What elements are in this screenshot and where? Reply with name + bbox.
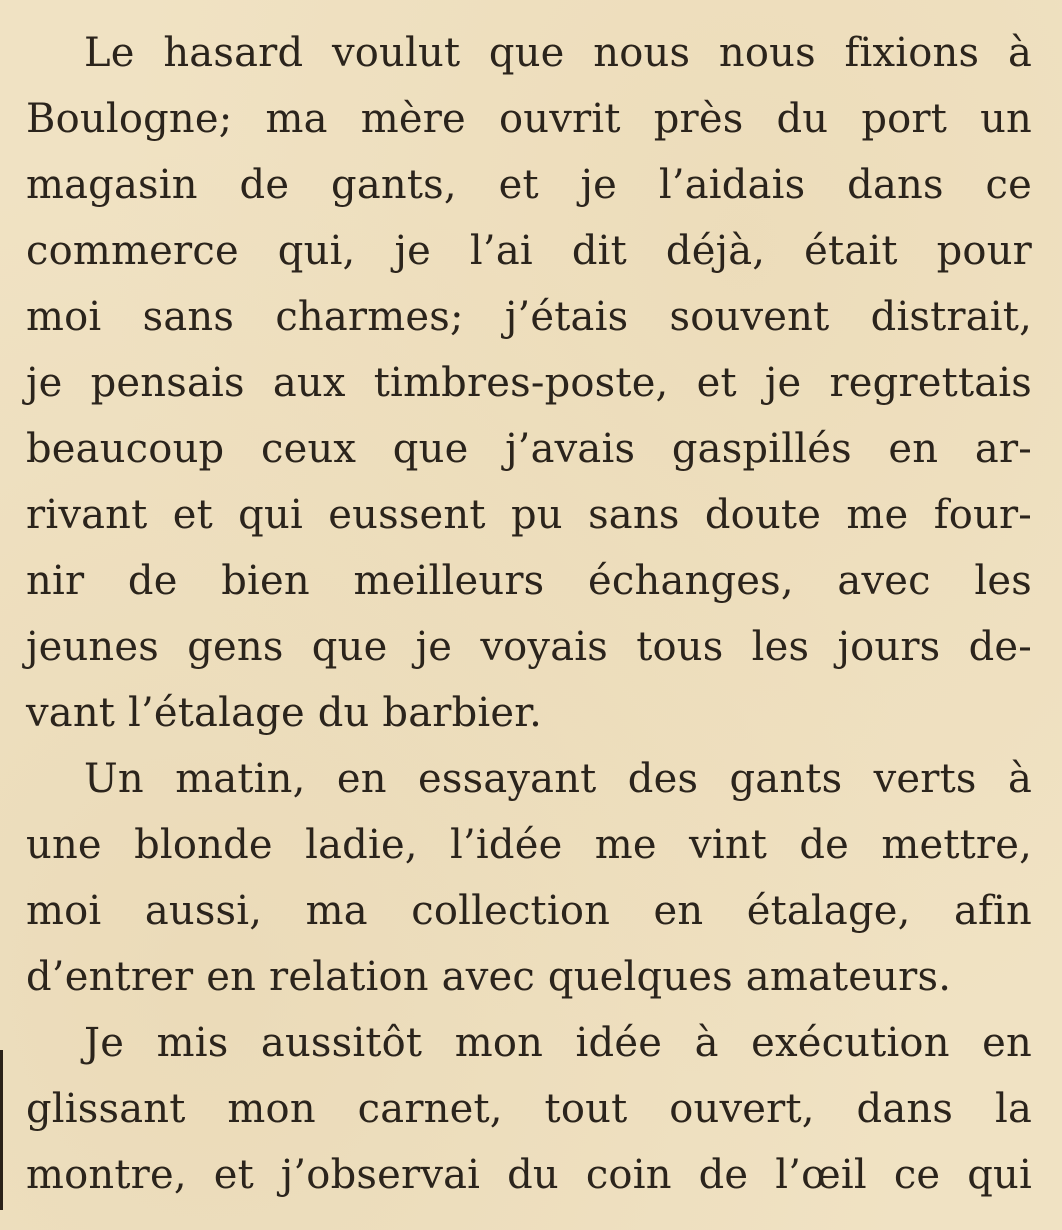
paragraph-3: [26, 1010, 1032, 1208]
text-line: Un matin, en essayant des gants verts à: [84, 756, 1032, 802]
text-line: glissant mon carnet, tout ouvert, dans la: [26, 1086, 1032, 1132]
text-line: beaucoup ceux que j’avais gaspillés en ar-: [26, 426, 1032, 472]
text-line: je pensais aux timbres-poste, et je regrettais: [26, 360, 1032, 406]
page-text: [26, 20, 1032, 1208]
text-line: commerce qui, je l’ai dit déjà, était pour: [26, 228, 1032, 274]
text-line: vant l’étalage du barbier.: [26, 690, 543, 736]
text-line: d’entrer en relation avec quelques amateurs.: [26, 954, 952, 1000]
text-line: moi sans charmes; j’étais souvent distrait,: [26, 294, 1032, 340]
text-line: Boulogne; ma mère ouvrit près du port un: [26, 96, 1032, 142]
text-line: montre, et j’observai du coin de l’œil ce qui: [26, 1152, 1032, 1198]
text-line: magasin de gants, et je l’aidais dans ce: [26, 162, 1032, 208]
text-line: Le hasard voulut que nous nous fixions à: [84, 30, 1032, 76]
paragraph-1: [26, 20, 1032, 746]
text-line: nir de bien meilleurs échanges, avec les: [26, 558, 1032, 604]
text-line: rivant et qui eussent pu sans doute me four-: [26, 492, 1032, 538]
text-line: moi aussi, ma collection en étalage, afin: [26, 888, 1032, 934]
text-line: Je mis aussitôt mon idée à exécution en: [84, 1020, 1032, 1066]
paragraph-2: [26, 746, 1032, 1010]
text-line: jeunes gens que je voyais tous les jours de-: [26, 624, 1032, 670]
page-margin-rule: [0, 1050, 3, 1210]
text-line: une blonde ladie, l’idée me vint de mettre,: [26, 822, 1032, 868]
